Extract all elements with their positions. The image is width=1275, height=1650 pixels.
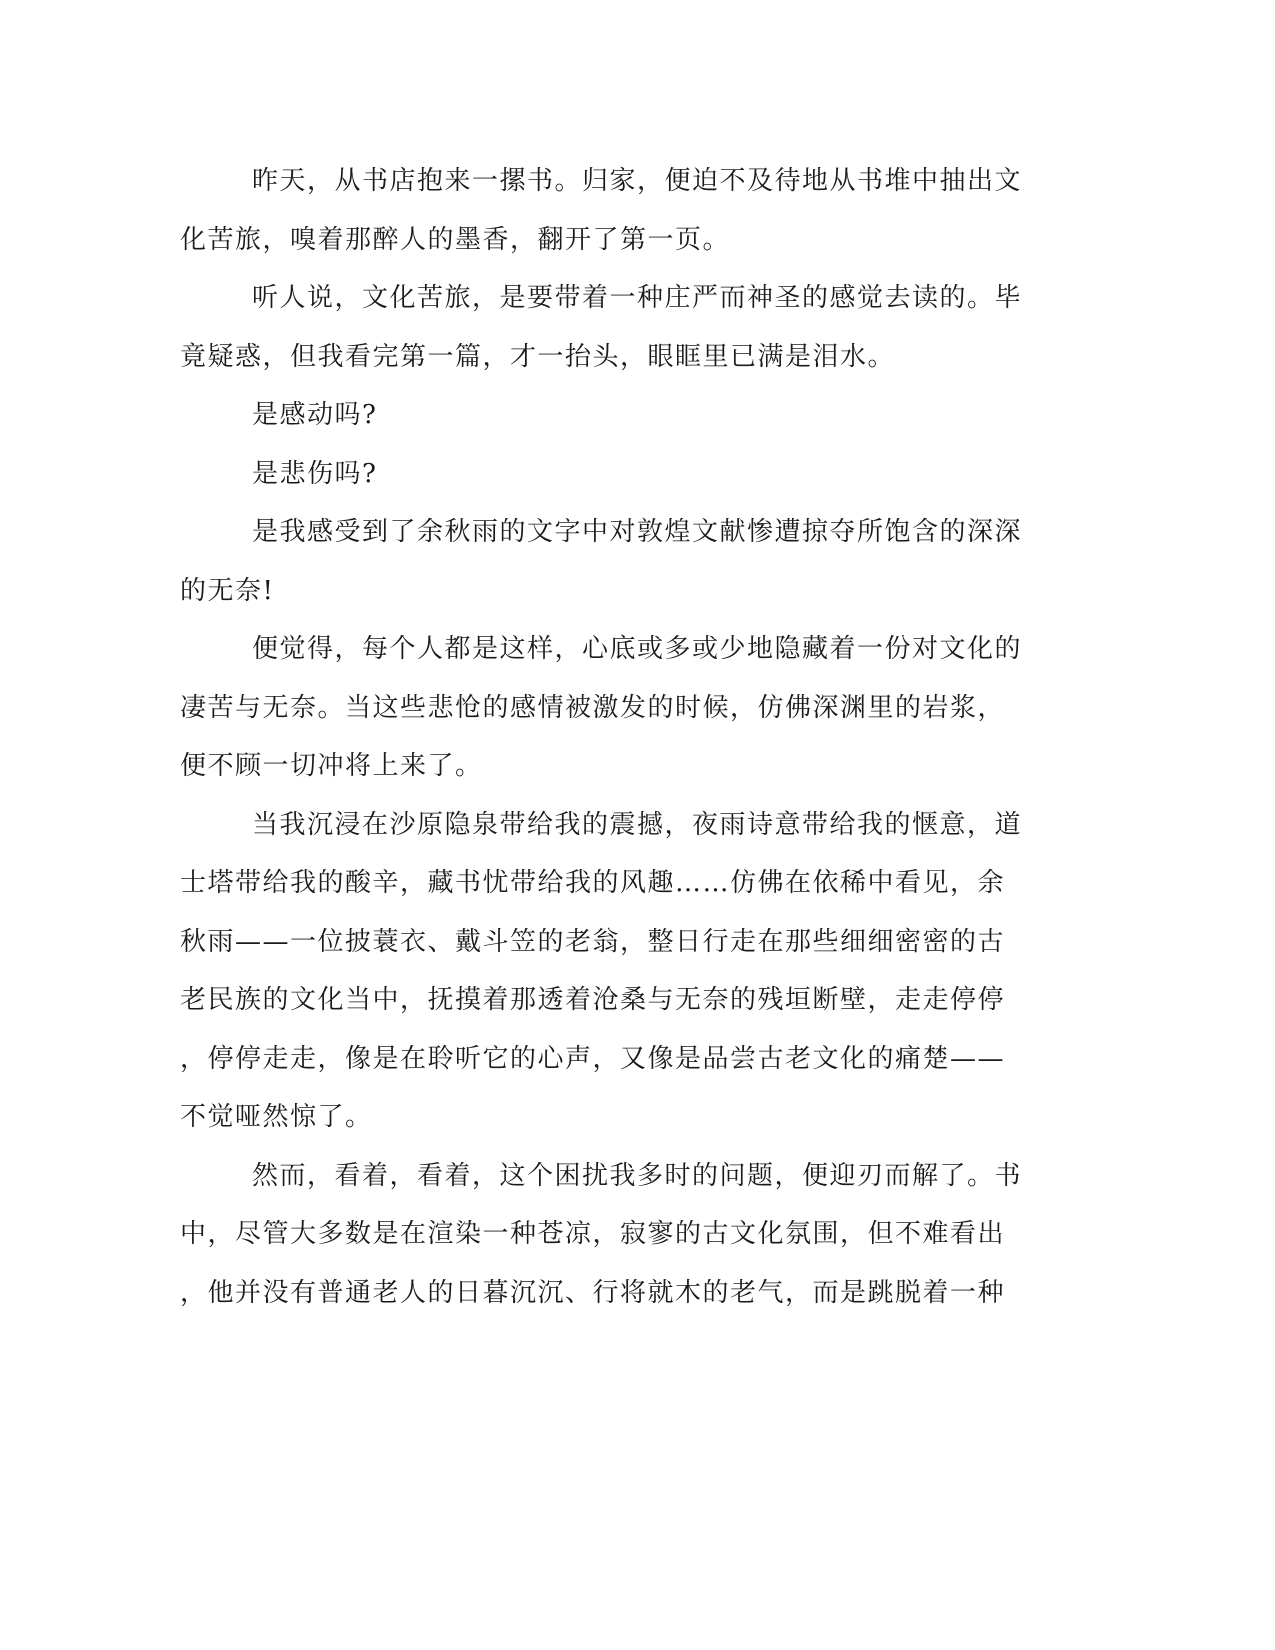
text-line: 竟疑惑，但我看完第一篇，才一抬头，眼眶里已满是泪水。 [180,341,896,372]
text-line: 是悲伤吗? [252,458,378,489]
text-line: 不觉哑然惊了。 [180,1102,373,1132]
text-line: 然而，看着，看着，这个困扰我多时的问题，便迎刃而解了。书 [252,1160,1023,1191]
text-line: ，他并没有普通老人的日暮沉沉、行将就木的老气，而是跳脱着一种 [180,1277,1006,1308]
text-line: 当我沉浸在沙原隐泉带给我的震撼，夜雨诗意带给我的惬意，道 [252,809,1023,840]
text-line: 昨天，从书店抱来一摞书。归家，便迫不及待地从书堆中抽出文 [252,166,1023,196]
text-line: 便觉得，每个人都是这样，心底或多或少地隐藏着一份对文化的 [252,634,1023,664]
text-line: 秋雨——一位披蓑衣、戴斗笠的老翁，整日行走在那些细细密密的古 [180,926,1006,957]
text-line: 是我感受到了余秋雨的文字中对敦煌文献惨遭掠夺所饱含的深深 [252,517,1023,547]
text-line: 老民族的文化当中，抚摸着那透着沧桑与无奈的残垣断壁，走走停停 [180,985,1006,1015]
text-line: 是感动吗? [252,400,378,430]
text-line: 凄苦与无奈。当这些悲怆的感情被激发的时候，仿佛深渊里的岩浆， [180,692,1006,723]
text-line: ，停停走走，像是在聆听它的心声，又像是品尝古老文化的痛楚—— [180,1043,1006,1074]
text-line: 的无奈! [180,575,275,606]
text-line: 士塔带给我的酸辛，藏书忧带给我的风趣……仿佛在依稀中看见，余 [180,868,1006,898]
text-line: 便不顾一切冲将上来了。 [180,751,483,781]
text-line: 化苦旅，嗅着那醉人的墨香，翻开了第一页。 [180,224,731,255]
text-line: 中，尽管大多数是在渲染一种苍凉，寂寥的古文化氛围，但不难看出 [180,1219,1006,1249]
text-line: 听人说，文化苦旅，是要带着一种庄严而神圣的感觉去读的。毕 [252,283,1023,313]
body-text [180,152,1040,1322]
